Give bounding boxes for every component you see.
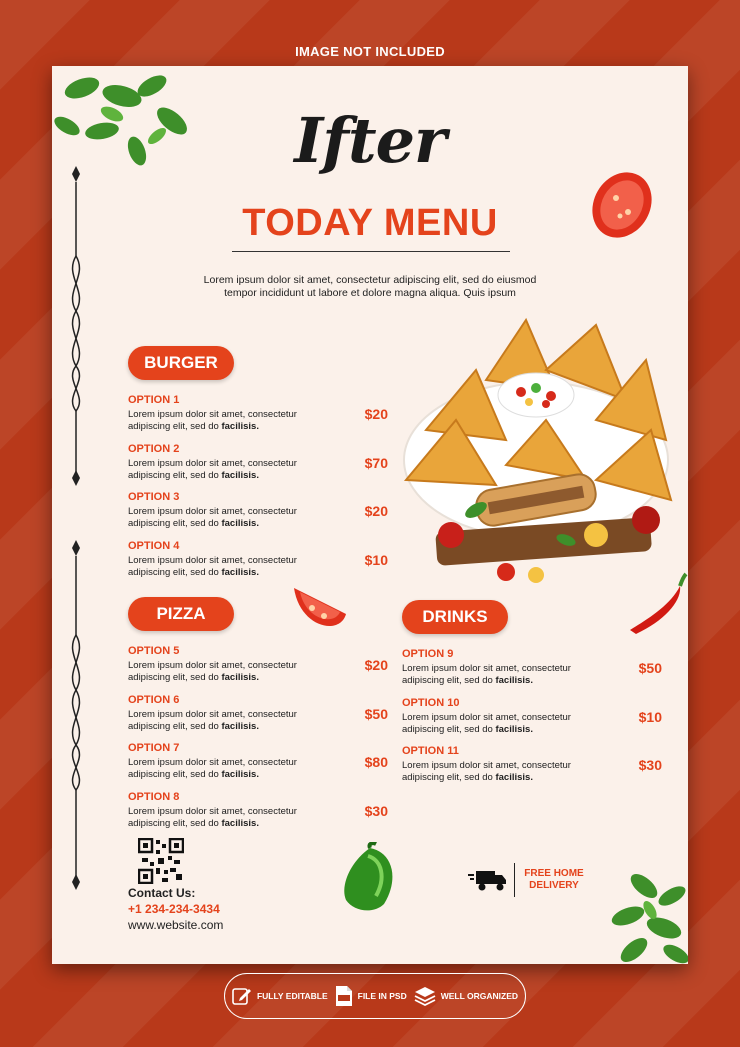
menu-item-description: Lorem ipsum dolor sit amet, consectetur adipiscing elit, sed do facilisis. — [128, 554, 297, 578]
menu-item-description: Lorem ipsum dolor sit amet, consectetur adipiscing elit, sed do facilisis. — [128, 660, 297, 683]
delivery-truck-icon — [468, 868, 508, 892]
menu-item — [402, 745, 662, 784]
feature-label: WELL ORGANIZED — [440, 991, 519, 1001]
menu-item — [128, 694, 388, 733]
menu-item-bold: facilisis. — [495, 723, 533, 735]
tomato-slice-icon — [290, 578, 350, 634]
page-title: TODAY MENU — [242, 202, 498, 244]
menu-item-name: OPTION 6 — [128, 693, 180, 706]
menu-item-price: $20 — [364, 406, 388, 422]
menu-item-price: $50 — [638, 660, 662, 676]
basil-leaves-icon — [604, 866, 688, 964]
chili-pepper-icon — [626, 572, 688, 634]
menu-item-description: Lorem ipsum dolor sit amet, consectetur adipiscing elit, sed do facilisis. — [128, 805, 297, 829]
menu-item-name: OPTION 4 — [128, 539, 180, 552]
feature-label: FULLY EDITABLE — [256, 991, 328, 1001]
green-pepper-icon — [340, 842, 402, 914]
section-burger: BURGER — [128, 346, 234, 380]
menu-item-price: $10 — [638, 708, 662, 725]
ornament-divider-icon — [66, 540, 86, 890]
menu-item-price: $70 — [364, 454, 388, 471]
menu-item-bold: facilisis. — [221, 469, 259, 481]
menu-item-bold: facilisis. — [221, 720, 259, 732]
menu-item-description: Lorem ipsum dolor sit amet, consectetur adipiscing elit, sed do facilisis. — [128, 757, 297, 780]
menu-item-price: $30 — [364, 802, 388, 819]
contact-website: www.website.com — [128, 918, 224, 932]
delivery-divider — [514, 863, 515, 897]
menu-item — [402, 648, 662, 687]
delivery-text — [521, 868, 587, 892]
menu-item-bold: facilisis. — [495, 675, 533, 686]
title-divider — [232, 251, 510, 252]
qr-code-icon — [138, 838, 184, 884]
menu-item-name: OPTION 3 — [128, 491, 180, 503]
menu-item — [128, 791, 388, 830]
menu-item-name: OPTION 8 — [128, 790, 180, 803]
menu-item-description: Lorem ipsum dolor sit amet, consectetur adipiscing elit, sed do facilisis. — [128, 506, 297, 529]
samosa-platter-image — [396, 310, 676, 588]
menu-item — [128, 645, 388, 684]
delivery-line-2: DELIVERY — [529, 880, 579, 891]
section-pizza: PIZZA — [128, 597, 234, 631]
script-title: Ifter — [294, 104, 446, 177]
contact-phone: +1 234-234-3434 — [128, 902, 220, 916]
menu-item-bold: facilisis. — [221, 817, 259, 829]
feature-label: FILE IN PSD — [357, 991, 407, 1001]
intro-text: Lorem ipsum dolor sit amet, consectetur adipiscing elit, sed do eiusmod tempor incididunt ut labore et dolore magna aliqua. Quis ipsum — [203, 274, 537, 299]
delivery-badge — [468, 863, 587, 897]
menu-item-name: OPTION 10 — [402, 696, 460, 709]
menu-item-price: $20 — [364, 657, 388, 673]
menu-item — [128, 443, 388, 482]
menu-item — [128, 540, 388, 579]
menu-item-name: OPTION 11 — [402, 745, 459, 757]
menu-item-description: Lorem ipsum dolor sit amet, consectetur adipiscing elit, sed do facilisis. — [128, 409, 297, 432]
menu-item-price: $20 — [364, 503, 388, 519]
menu-item-name: OPTION 1 — [128, 394, 180, 406]
feature-well-organized — [414, 986, 518, 1006]
menu-item-price: $80 — [364, 754, 388, 770]
features-bar — [224, 973, 526, 1019]
edit-icon — [232, 986, 252, 1006]
menu-item-bold: facilisis. — [221, 672, 259, 683]
menu-item-price: $30 — [638, 757, 662, 773]
menu-item-name: OPTION 5 — [128, 645, 180, 657]
menu-item — [128, 491, 388, 530]
contact-block — [128, 886, 223, 932]
menu-item-bold: facilisis. — [221, 518, 259, 529]
menu-item — [402, 697, 662, 736]
menu-item — [128, 742, 388, 781]
menu-item-price: $50 — [364, 705, 388, 722]
contact-label: Contact Us: — [128, 886, 196, 900]
menu-item — [128, 394, 388, 433]
top-note: IMAGE NOT INCLUDED — [295, 44, 445, 59]
menu-item-name: OPTION 7 — [128, 742, 180, 754]
menu-item-bold: facilisis. — [221, 421, 259, 432]
menu-item-name: OPTION 9 — [402, 648, 454, 660]
menu-item-bold: facilisis. — [221, 566, 259, 578]
layers-icon — [414, 986, 436, 1006]
delivery-line-1: FREE HOME — [524, 868, 584, 879]
menu-item-description: Lorem ipsum dolor sit amet, consectetur adipiscing elit, sed do facilisis. — [402, 760, 571, 783]
feature-fully-editable — [232, 986, 328, 1006]
feature-file-in-psd — [335, 985, 407, 1007]
menu-item-description: Lorem ipsum dolor sit amet, consectetur adipiscing elit, sed do facilisis. — [402, 711, 571, 735]
tomato-slice-icon — [590, 168, 654, 242]
menu-item-description: Lorem ipsum dolor sit amet, consectetur adipiscing elit, sed do facilisis. — [128, 708, 297, 732]
menu-item-price: $10 — [364, 551, 388, 568]
menu-item-description: Lorem ipsum dolor sit amet, consectetur adipiscing elit, sed do facilisis. — [402, 663, 571, 686]
menu-flyer — [52, 66, 688, 964]
section-drinks: DRINKS — [402, 600, 508, 634]
menu-item-bold: facilisis. — [221, 769, 259, 780]
menu-item-bold: facilisis. — [495, 772, 533, 783]
menu-item-name: OPTION 2 — [128, 442, 180, 455]
psd-file-icon — [335, 985, 353, 1007]
menu-item-description: Lorem ipsum dolor sit amet, consectetur adipiscing elit, sed do facilisis. — [128, 457, 297, 481]
